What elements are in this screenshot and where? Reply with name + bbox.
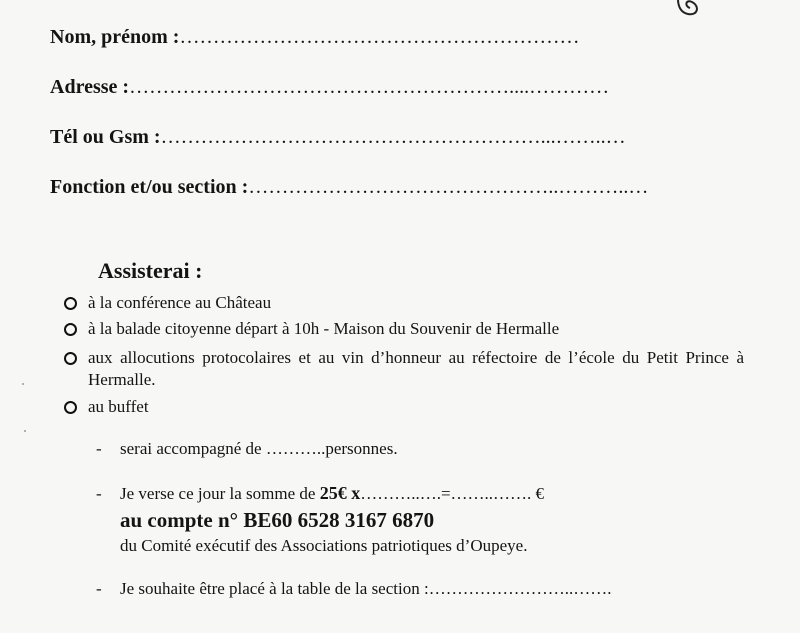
option-balade[interactable] [64,318,724,340]
address-dots[interactable]: …………………………………………………....………… [129,76,610,98]
option-label: à la balade citoyenne départ à 10h - Maison du Souvenir de Hermalle [88,319,560,338]
circle-checkbox-icon[interactable] [64,323,77,336]
phone-label: Tél ou Gsm : [50,126,161,148]
phone-dots[interactable]: …………………………………………………...……..… [160,126,626,148]
circle-checkbox-icon[interactable] [64,352,77,365]
bank-account: au compte n° BE60 6528 3167 6870 [120,508,435,532]
option-label: aux allocutions protocolaires et au vin d’honneur au réfectoire de l’école du Petit Prince à Hermalle. [88,348,744,389]
table-section-line[interactable] [96,578,611,600]
circle-checkbox-icon[interactable] [64,401,77,414]
committee-name: du Comité exécutif des Associations patriotiques d’Oupeye. [120,536,528,555]
accompaniment-line[interactable] [96,438,398,460]
scan-speck [22,383,24,385]
dash-bullet: - [96,579,102,598]
function-dots[interactable]: ………………………………………..………..… [248,176,649,198]
accompaniment-text: serai accompagné de ………..personnes. [120,439,398,458]
address-label: Adresse : [50,76,130,98]
circle-checkbox-icon[interactable] [64,297,77,310]
function-field[interactable] [50,176,648,199]
name-field[interactable] [50,26,579,49]
assisterai-heading: Assisterai : [98,258,203,283]
option-label: à la conférence au Château [88,293,272,312]
option-allocutions[interactable] [64,347,744,391]
dash-bullet: - [96,439,102,458]
function-label: Fonction et/ou section : [50,176,249,198]
dash-bullet: - [96,484,102,503]
phone-field[interactable] [50,126,626,149]
option-buffet[interactable] [64,396,724,418]
name-dots[interactable]: …………………………………………………… [179,26,580,48]
scan-speck [24,430,26,432]
payment-prefix: Je verse ce jour la somme de [120,484,320,503]
payment-line[interactable] [96,482,544,505]
option-label: au buffet [88,397,149,416]
handwritten-mark [674,0,704,22]
address-field[interactable] [50,76,609,99]
option-conference[interactable] [64,292,724,314]
table-section-text: Je souhaite être placé à la table de la section :……………………..……. [120,579,612,598]
payment-suffix: ………..….=……..……. € [360,484,545,503]
payment-amount: 25€ x [319,483,361,503]
name-label: Nom, prénom : [50,26,180,48]
